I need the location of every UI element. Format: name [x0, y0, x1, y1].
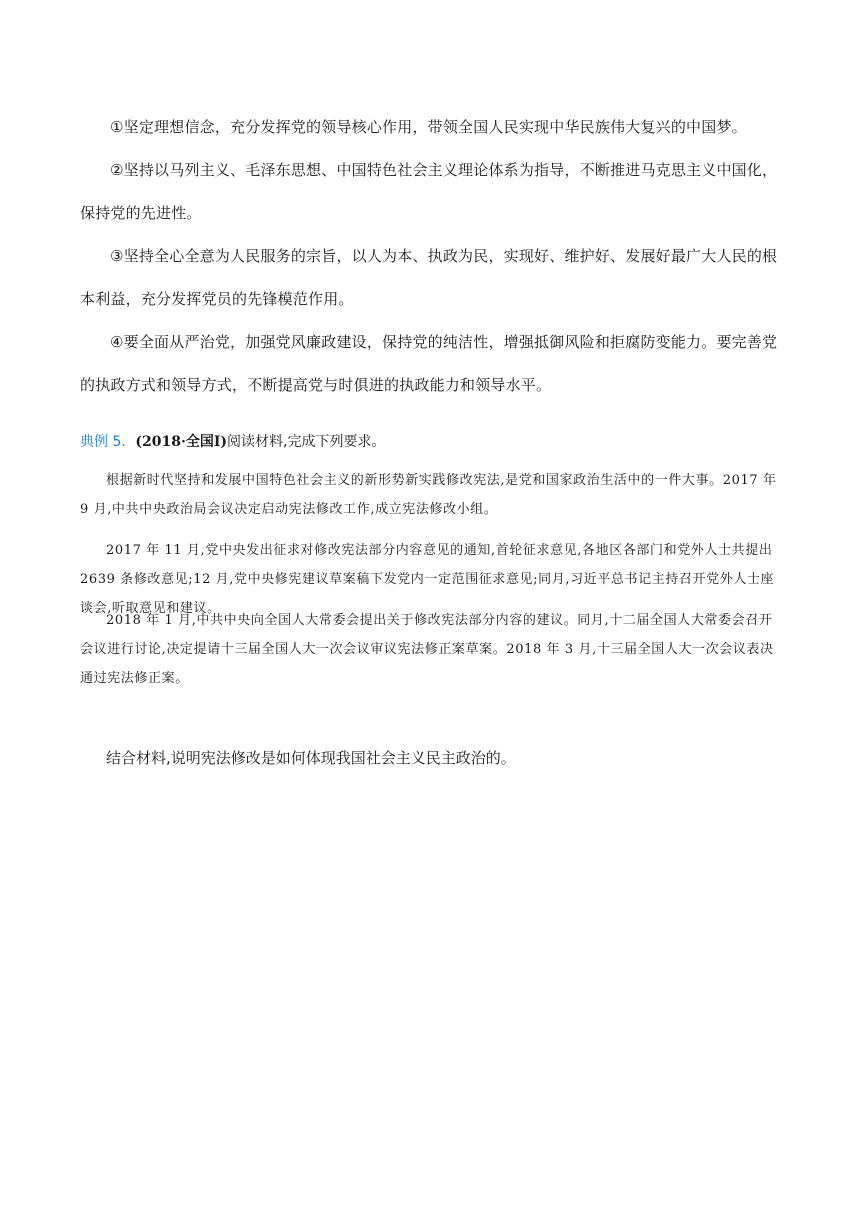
material-paragraph-3: 2018 年 1 月,中共中央向全国人大常委会提出关于修改宪法部分内容的建议。同月,十二届全国人大常委会召开会议进行讨论,决定提请十三届全国人大一次会议审议宪法修正案草案。2018 年 3 月,十三届全国人大一次会议表决通过宪法修正案。	[80, 613, 774, 686]
example-tag: 典例 5．	[80, 434, 136, 450]
point-4: ④要全面从严治党，加强党风廉政建设，保持党的纯洁性，增强抵御风险和拒腐防变能力。要完善党的执政方式和领导方式，不断提高党与时俱进的执政能力和领导水平。	[80, 333, 778, 394]
point-3: ③坚持全心全意为人民服务的宗旨，以人为本、执政为民，实现好、维护好、发展好最广大人民的根本利益，充分发挥党员的先锋模范作用。	[80, 247, 778, 308]
example-instruction: 阅读材料,完成下列要求。	[227, 434, 386, 450]
example-heading	[80, 428, 780, 456]
point-1: ①坚定理想信念，充分发挥党的领导核心作用，带领全国人民实现中华民族伟大复兴的中国梦。	[110, 118, 747, 136]
example-source: (2018·全国Ⅰ)	[135, 434, 227, 450]
point-2: ②坚持以马列主义、毛泽东思想、中国特色社会主义理论体系为指导，不断推进马克思主义中国化，保持党的先进性。	[80, 161, 778, 222]
question-text: 结合材料,说明宪法修改是如何体现我国社会主义民主政治的。	[106, 749, 516, 767]
material-paragraph-1: 根据新时代坚持和发展中国特色社会主义的新形势新实践修改宪法,是党和国家政治生活中的一件大事。2017 年 9 月,中共中央政治局会议决定启动宪法修改工作,成立宪法修改小组。	[80, 473, 777, 517]
material-paragraph-2: 2017 年 11 月,党中央发出征求对修改宪法部分内容意见的通知,首轮征求意见,各地区各部门和党外人士共提出 2639 条修改意见;12 月,党中央修宪建议草案稿下发党内一定范围征求意见;同月,习近平总书记主持召开党外人士座谈会,听取意见和建议。	[80, 543, 775, 616]
